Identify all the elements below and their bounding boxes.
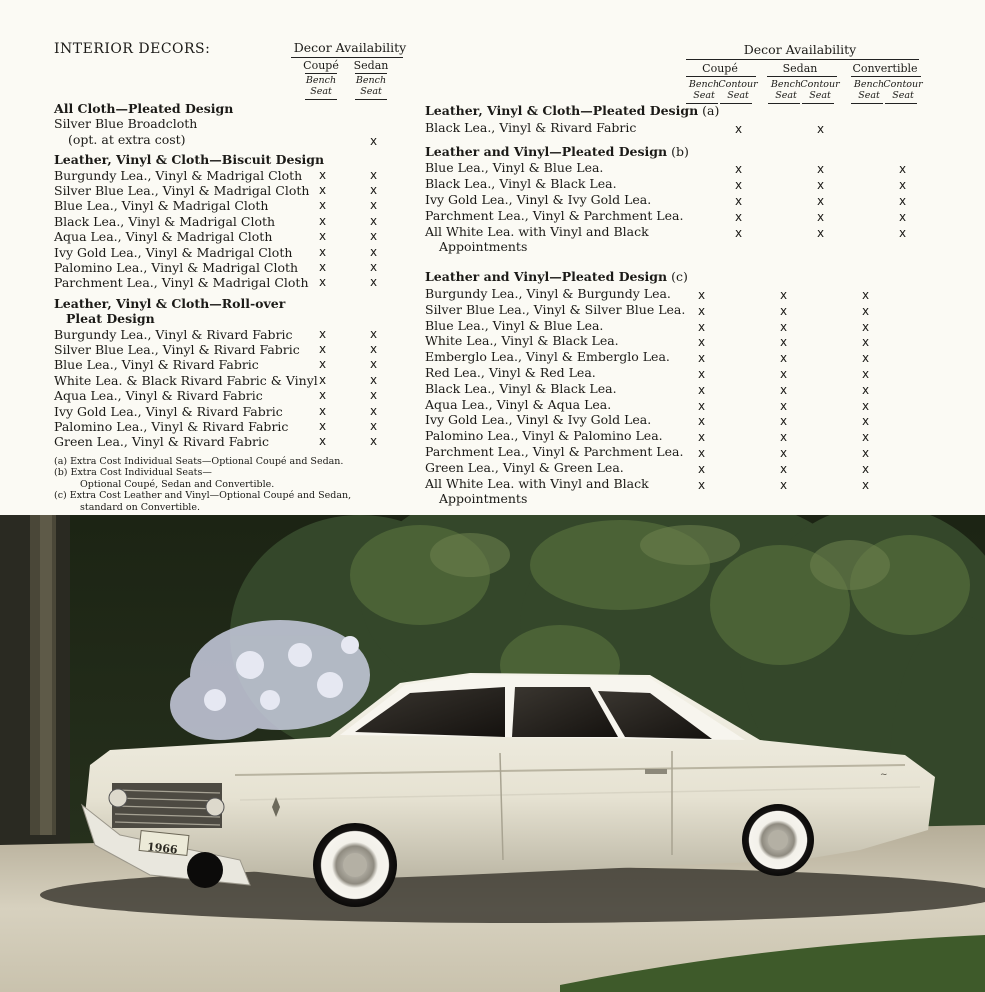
left-row-label: Blue Lea., Vinyl & Madrigal Cloth [54,198,269,214]
left-row-label: Silver Blue Broadcloth [54,116,198,132]
right-mark: x [735,209,743,224]
right-mark: x [780,414,788,429]
right-availability-header: Decor Availability [743,42,857,57]
right-mark: x [698,398,706,413]
right-row-label: Emberglo Lea., Vinyl & Emberglo Lea. [425,349,670,365]
right-mark: x [817,209,825,224]
right-mark: x [698,414,706,429]
right-mark: x [735,178,743,193]
left-mark-coupe: x [319,434,327,449]
left-col-coupe: Coupé [303,59,339,72]
right-mark: x [780,303,788,318]
right-row-label: All White Lea. with Vinyl and Black [425,475,649,491]
right-mark: x [899,225,907,240]
right-mark: x [817,121,825,136]
right-section-title-text: Leather, Vinyl & Cloth—Pleated Design [425,103,699,118]
right-mark: x [862,288,870,302]
left-row-label: Ivy Gold Lea., Vinyl & Madrigal Cloth [54,244,293,260]
left-mark-sedan: x [370,275,378,290]
right-mark: x [698,351,706,366]
left-row-label: Black Lea., Vinyl & Madrigal Cloth [54,213,276,229]
right-row-label: Blue Lea., Vinyl & Blue Lea. [425,160,604,176]
footnote: standard on Convertible. [80,501,200,513]
left-mark-coupe: x [319,229,327,244]
svg-text:~: ~ [880,770,888,780]
right-mark: x [698,382,706,397]
right-mark: x [862,303,870,318]
left-coupe-rule [305,73,337,74]
right-seat-header: Contour Seat [883,79,923,101]
left-col-sedan: Sedan [353,59,389,72]
right-mark: x [780,335,788,350]
right-mark: x [735,162,743,177]
right-coupe-rule [686,76,756,77]
right-mark: x [862,319,870,334]
right-mark: x [862,477,870,492]
right-mark: x [780,430,788,445]
right-mark: x [817,225,825,240]
right-mark: x [862,430,870,445]
left-mark-coupe: x [319,244,327,259]
left-mark-coupe: x [319,275,327,290]
footnote: (b) Extra Cost Individual Seats— [54,467,212,479]
right-header-rule [686,59,919,60]
right-mark: x [780,288,788,302]
right-mark: x [698,335,706,350]
left-section-title: Leather, Vinyl & Cloth—Biscuit Design [54,152,325,168]
footnote: (c) Extra Cost Leather and Vinyl—Optional Coupé and Sedan, [54,490,352,502]
left-mark-sedan: x [370,357,378,372]
right-seat-header: Contour Seat [800,79,840,101]
right-mark: x [698,303,706,318]
right-mark: x [698,446,706,460]
right-row-label: All White Lea. with Vinyl and Black [425,223,649,239]
left-mark-sedan: x [370,133,378,148]
right-seat-rule [720,103,752,104]
right-row-label: Black Lea., Vinyl & Rivard Fabric [425,119,637,135]
right-mark: x [780,477,788,492]
right-mark: x [862,398,870,413]
right-mark: x [780,367,788,381]
right-mark: x [899,209,907,224]
right-row-label: Black Lea., Vinyl & Black Lea. [425,380,617,396]
left-mark-sedan: x [370,326,378,341]
left-mark-sedan: x [370,167,378,182]
right-row-label: Aqua Lea., Vinyl & Aqua Lea. [425,396,612,412]
right-seat-rule [885,103,917,104]
right-seat-rule [802,103,834,104]
right-mark: x [862,414,870,429]
right-mark: x [735,121,743,136]
right-mark: x [698,288,706,302]
left-availability-header: Decor Availability [293,40,407,55]
right-mark: x [817,162,825,177]
right-row-label: Burgundy Lea., Vinyl & Burgundy Lea. [425,286,671,301]
left-mark-coupe: x [319,403,327,418]
left-mark-coupe: x [319,326,327,341]
left-row-label: Silver Blue Lea., Vinyl & Rivard Fabric [54,342,300,357]
left-sedan-bench: Bench Seat [355,75,387,97]
left-row-label: Palomino Lea., Vinyl & Madrigal Cloth [54,260,299,275]
left-row-label: White Lea. & Black Rivard Fabric & Vinyl [54,372,318,388]
left-row-label: Silver Blue Lea., Vinyl & Madrigal Cloth [54,183,310,198]
left-sedan-rule [355,73,387,74]
right-row-label: Appointments [439,239,528,255]
right-section-suffix: (c) [667,269,688,285]
left-mark-coupe: x [319,419,327,433]
left-mark-sedan: x [370,260,378,274]
right-mark: x [862,461,870,476]
right-mark: x [780,461,788,476]
left-section-title: Leather, Vinyl & Cloth—Roll-over [54,295,286,311]
left-row-label: Blue Lea., Vinyl & Rivard Fabric [54,357,259,373]
license-plate-text: 1966 [146,840,179,857]
footnote: (a) Extra Cost Individual Seats—Optional Coupé and Sedan. [54,456,344,467]
left-mark-sedan: x [370,229,378,244]
left-row-label: (opt. at extra cost) [68,131,186,147]
car-photo [0,515,985,992]
left-row-label: Aqua Lea., Vinyl & Rivard Fabric [54,388,263,404]
left-mark-sedan: x [370,213,378,228]
left-section-title: Pleat Design [66,311,155,327]
left-mark-coupe: x [319,213,327,228]
right-mark: x [817,194,825,208]
right-mark: x [698,477,706,492]
right-row-label: Ivy Gold Lea., Vinyl & Ivy Gold Lea. [425,192,652,207]
left-mark-coupe: x [319,167,327,182]
right-mark: x [862,335,870,350]
left-mark-coupe: x [319,357,327,372]
right-mark: x [899,178,907,193]
left-sedan-rule2 [355,99,387,100]
right-mark: x [698,461,706,476]
right-seat-header: Bench Seat [853,79,885,101]
left-mark-sedan: x [370,342,378,356]
left-row-label: Burgundy Lea., Vinyl & Madrigal Cloth [54,167,303,183]
right-mark: x [780,398,788,413]
right-col-convertible: Convertible [852,62,918,75]
right-mark: x [862,446,870,460]
left-mark-sedan: x [370,419,378,433]
right-row-label: Blue Lea., Vinyl & Blue Lea. [425,317,604,333]
right-section-suffix: (a) [698,103,720,118]
right-mark: x [862,367,870,381]
right-seat-header: Contour Seat [718,79,758,101]
right-row-label: Ivy Gold Lea., Vinyl & Ivy Gold Lea. [425,412,652,428]
right-mark: x [735,225,743,240]
footnote: Optional Coupé, Sedan and Convertible. [80,478,275,490]
right-mark: x [780,382,788,397]
right-mark: x [899,162,907,177]
right-mark: x [817,178,825,193]
right-row-label: Appointments [439,491,528,507]
right-mark: x [698,430,706,445]
right-section-suffix: (b) [667,143,689,159]
right-section-title [425,103,719,118]
right-row-label: Green Lea., Vinyl & Green Lea. [425,459,624,475]
right-section-title-text: Leather and Vinyl—Pleated Design [425,269,668,285]
left-row-label: Parchment Lea., Vinyl & Madrigal Cloth [54,275,309,291]
right-row-label: Black Lea., Vinyl & Black Lea. [425,176,617,192]
left-row-label: Palomino Lea., Vinyl & Rivard Fabric [54,419,289,434]
right-mark: x [862,351,870,366]
right-seat-header: Bench Seat [770,79,802,101]
right-mark: x [780,351,788,366]
right-section-title-text: Leather and Vinyl—Pleated Design [425,143,668,159]
left-mark-coupe: x [319,198,327,213]
left-row-label: Aqua Lea., Vinyl & Madrigal Cloth [54,229,273,245]
left-mark-coupe: x [319,342,327,356]
right-row-label: Parchment Lea., Vinyl & Parchment Lea. [425,444,684,459]
left-mark-coupe: x [319,372,327,387]
right-mark: x [899,194,907,208]
right-col-coupe: Coupé [702,62,738,75]
left-mark-sedan: x [370,372,378,387]
left-mark-sedan: x [370,434,378,449]
right-seat-rule [851,103,883,104]
right-row-label: White Lea., Vinyl & Black Lea. [425,333,619,349]
right-col-sedan: Sedan [782,62,818,75]
right-mark: x [780,446,788,460]
right-mark: x [780,319,788,334]
left-row-label: Green Lea., Vinyl & Rivard Fabric [54,434,269,450]
left-row-label: Burgundy Lea., Vinyl & Rivard Fabric [54,326,293,342]
right-row-label: Silver Blue Lea., Vinyl & Silver Blue Lea. [425,301,686,317]
left-mark-sedan: x [370,403,378,418]
left-mark-coupe: x [319,388,327,403]
left-mark-sedan: x [370,244,378,259]
left-coupe-rule2 [305,99,337,100]
right-conv-rule [851,76,921,77]
left-mark-coupe: x [319,260,327,274]
right-mark: x [698,367,706,381]
right-row-label: Parchment Lea., Vinyl & Parchment Lea. [425,207,684,223]
left-mark-sedan: x [370,388,378,403]
page-title: INTERIOR DECORS: [54,41,211,57]
right-row-label: Palomino Lea., Vinyl & Palomino Lea. [425,428,663,444]
right-mark: x [698,319,706,334]
right-mark: x [862,382,870,397]
right-section-title [425,144,689,159]
right-row-label: Red Lea., Vinyl & Red Lea. [425,365,596,380]
right-sedan-rule [767,76,837,77]
left-header-rule [291,57,403,58]
left-mark-sedan: x [370,198,378,213]
right-seat-header: Bench Seat [688,79,720,101]
left-row-label: Ivy Gold Lea., Vinyl & Rivard Fabric [54,403,283,419]
right-section-title [425,269,688,284]
left-mark-sedan: x [370,183,378,197]
right-seat-rule [768,103,800,104]
right-mark: x [735,194,743,208]
left-section-title: All Cloth—Pleated Design [54,101,234,116]
left-mark-coupe: x [319,183,327,197]
left-coupe-bench: Bench Seat [305,75,337,97]
